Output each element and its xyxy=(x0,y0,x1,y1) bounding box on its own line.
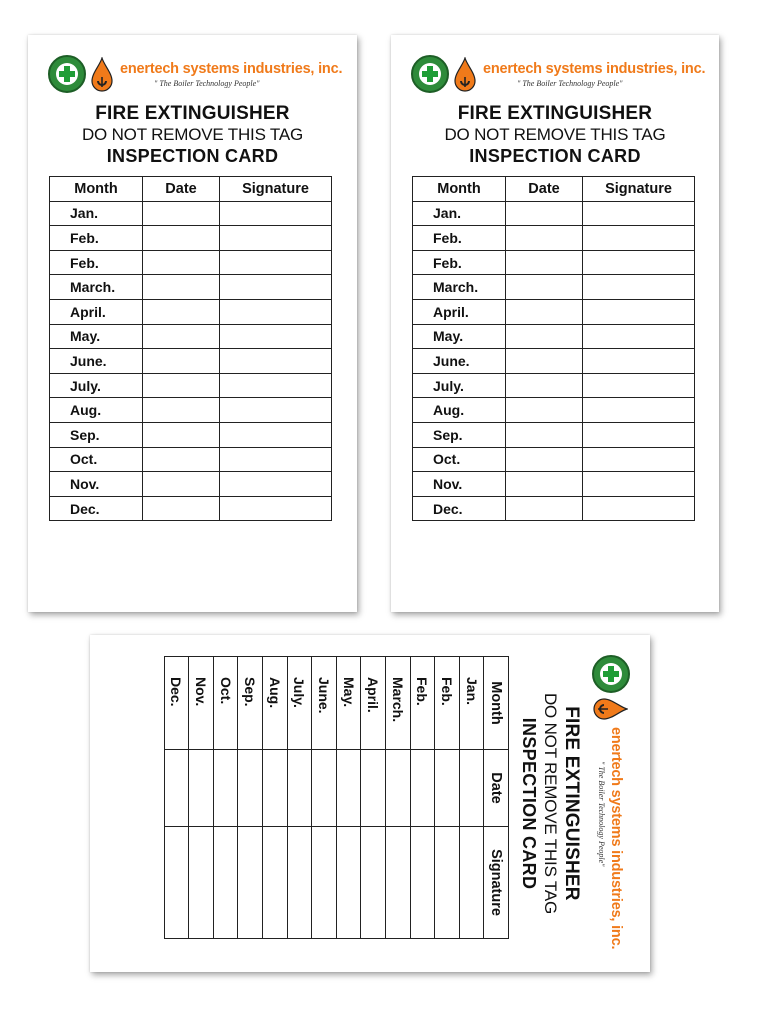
signature-cell[interactable] xyxy=(386,827,411,939)
month-cell: Feb. xyxy=(413,250,506,275)
month-cell: Feb. xyxy=(413,226,506,251)
table-row xyxy=(336,657,361,939)
signature-cell[interactable] xyxy=(336,827,361,939)
signature-cell[interactable] xyxy=(583,349,695,374)
month-cell: Sep. xyxy=(413,422,506,447)
table-row xyxy=(50,299,332,324)
table-header-row xyxy=(484,657,509,939)
date-cell[interactable] xyxy=(238,750,263,827)
date-cell[interactable] xyxy=(506,324,583,349)
card-title: FIRE EXTINGUISHER xyxy=(561,706,582,901)
month-cell: Feb. xyxy=(435,657,460,750)
table-row xyxy=(413,422,695,447)
table-row xyxy=(413,373,695,398)
column-header-signature: Signature xyxy=(484,827,509,939)
month-cell: Feb. xyxy=(410,657,435,750)
date-cell[interactable] xyxy=(143,324,220,349)
date-cell[interactable] xyxy=(143,275,220,300)
table-row xyxy=(361,657,386,939)
month-cell: Jan. xyxy=(459,657,484,750)
table-row xyxy=(50,447,332,472)
table-row xyxy=(189,657,214,939)
brand-header xyxy=(580,655,630,955)
signature-cell[interactable] xyxy=(220,496,332,521)
inspection-table xyxy=(49,176,332,521)
signature-cell[interactable] xyxy=(583,324,695,349)
month-cell: Sep. xyxy=(50,422,143,447)
date-cell[interactable] xyxy=(410,750,435,827)
month-cell: May. xyxy=(413,324,506,349)
signature-cell[interactable] xyxy=(583,201,695,226)
table-row xyxy=(435,657,460,939)
date-cell[interactable] xyxy=(143,472,220,497)
table-row xyxy=(213,657,238,939)
signature-cell[interactable] xyxy=(220,275,332,300)
date-cell[interactable] xyxy=(506,496,583,521)
date-cell[interactable] xyxy=(143,299,220,324)
safety-seal-icon xyxy=(48,55,86,93)
inspection-table xyxy=(412,176,695,521)
month-cell: Feb. xyxy=(50,250,143,275)
company-tagline: " The Boiler Technology People" xyxy=(154,79,260,88)
month-cell: May. xyxy=(336,657,361,750)
month-cell: Nov. xyxy=(189,657,214,750)
table-header-row xyxy=(413,177,695,202)
date-cell[interactable] xyxy=(143,201,220,226)
table-row xyxy=(50,373,332,398)
date-cell[interactable] xyxy=(263,750,288,827)
table-row xyxy=(413,447,695,472)
month-cell: July. xyxy=(287,657,312,750)
date-cell[interactable] xyxy=(506,250,583,275)
date-cell[interactable] xyxy=(312,750,337,827)
table-row xyxy=(459,657,484,939)
month-cell: Dec. xyxy=(50,496,143,521)
month-cell: May. xyxy=(50,324,143,349)
safety-seal-icon xyxy=(592,655,630,693)
table-row xyxy=(50,324,332,349)
signature-cell[interactable] xyxy=(220,373,332,398)
date-cell[interactable] xyxy=(143,226,220,251)
signature-cell[interactable] xyxy=(238,827,263,939)
flame-drop-icon xyxy=(90,57,114,93)
month-cell: March. xyxy=(50,275,143,300)
company-tagline: " The Boiler Technology People" xyxy=(517,79,623,88)
column-header-date: Date xyxy=(143,177,220,202)
date-cell[interactable] xyxy=(143,398,220,423)
table-row xyxy=(50,250,332,275)
date-cell[interactable] xyxy=(143,373,220,398)
date-cell[interactable] xyxy=(143,447,220,472)
date-cell[interactable] xyxy=(506,275,583,300)
month-cell: June. xyxy=(413,349,506,374)
date-cell[interactable] xyxy=(506,349,583,374)
table-row xyxy=(50,275,332,300)
date-cell[interactable] xyxy=(506,226,583,251)
signature-cell[interactable] xyxy=(583,226,695,251)
table-row xyxy=(50,472,332,497)
date-cell[interactable] xyxy=(506,201,583,226)
month-cell: Oct. xyxy=(413,447,506,472)
table-row xyxy=(413,299,695,324)
month-cell: Nov. xyxy=(50,472,143,497)
table-row xyxy=(50,398,332,423)
flame-drop-icon xyxy=(592,697,628,721)
month-cell: Aug. xyxy=(413,398,506,423)
signature-cell[interactable] xyxy=(220,447,332,472)
signature-cell[interactable] xyxy=(435,827,460,939)
date-cell[interactable] xyxy=(143,349,220,374)
signature-cell[interactable] xyxy=(213,827,238,939)
table-row xyxy=(50,201,332,226)
month-cell: Jan. xyxy=(50,201,143,226)
column-header-month: Month xyxy=(484,657,509,750)
month-cell: June. xyxy=(50,349,143,374)
month-cell: Nov. xyxy=(413,472,506,497)
date-cell[interactable] xyxy=(506,472,583,497)
signature-cell[interactable] xyxy=(583,472,695,497)
date-cell[interactable] xyxy=(506,373,583,398)
month-cell: April. xyxy=(50,299,143,324)
month-cell: Aug. xyxy=(263,657,288,750)
card-subtitle: DO NOT REMOVE THIS TAG xyxy=(444,125,666,144)
date-cell[interactable] xyxy=(143,250,220,275)
date-cell[interactable] xyxy=(506,299,583,324)
table-header-row xyxy=(50,177,332,202)
company-name: enertech systems industries, inc. xyxy=(483,61,706,77)
signature-cell[interactable] xyxy=(220,324,332,349)
signature-cell[interactable] xyxy=(583,250,695,275)
signature-cell[interactable] xyxy=(459,827,484,939)
column-header-month: Month xyxy=(50,177,143,202)
table-row xyxy=(410,657,435,939)
column-header-signature: Signature xyxy=(583,177,695,202)
table-row xyxy=(413,324,695,349)
safety-seal-icon xyxy=(411,55,449,93)
date-cell[interactable] xyxy=(189,750,214,827)
card-title: FIRE EXTINGUISHER xyxy=(457,103,653,124)
signature-cell[interactable] xyxy=(263,827,288,939)
signature-cell[interactable] xyxy=(220,226,332,251)
month-cell: June. xyxy=(312,657,337,750)
date-cell[interactable] xyxy=(361,750,386,827)
company-tagline: " The Boiler Technology People" xyxy=(597,761,606,867)
signature-cell[interactable] xyxy=(164,827,189,939)
date-cell[interactable] xyxy=(386,750,411,827)
signature-cell[interactable] xyxy=(220,398,332,423)
table-row xyxy=(413,201,695,226)
date-cell[interactable] xyxy=(336,750,361,827)
month-cell: Dec. xyxy=(413,496,506,521)
signature-cell[interactable] xyxy=(410,827,435,939)
signature-cell[interactable] xyxy=(189,827,214,939)
date-cell[interactable] xyxy=(506,398,583,423)
card-title: FIRE EXTINGUISHER xyxy=(95,103,290,124)
date-cell[interactable] xyxy=(459,750,484,827)
flame-drop-icon xyxy=(453,57,477,93)
brand-header xyxy=(48,55,348,105)
month-cell: July. xyxy=(413,373,506,398)
month-cell: March. xyxy=(386,657,411,750)
month-cell: April. xyxy=(413,299,506,324)
date-cell[interactable] xyxy=(506,422,583,447)
table-row xyxy=(50,422,332,447)
signature-cell[interactable] xyxy=(220,349,332,374)
table-row xyxy=(386,657,411,939)
table-row xyxy=(413,250,695,275)
company-name: enertech systems industries, inc. xyxy=(608,727,624,950)
date-cell[interactable] xyxy=(143,422,220,447)
signature-cell[interactable] xyxy=(220,472,332,497)
table-row xyxy=(238,657,263,939)
signature-cell[interactable] xyxy=(361,827,386,939)
date-cell[interactable] xyxy=(164,750,189,827)
table-row xyxy=(50,226,332,251)
rotated-card-content xyxy=(90,635,650,972)
month-cell: Aug. xyxy=(50,398,143,423)
table-row xyxy=(413,472,695,497)
signature-cell[interactable] xyxy=(220,250,332,275)
inspection-card-front-right xyxy=(391,35,719,612)
table-row xyxy=(287,657,312,939)
signature-cell[interactable] xyxy=(583,373,695,398)
month-cell: Feb. xyxy=(50,226,143,251)
signature-cell[interactable] xyxy=(583,299,695,324)
signature-cell[interactable] xyxy=(220,422,332,447)
inspection-card-front-left xyxy=(28,35,357,612)
date-cell[interactable] xyxy=(143,496,220,521)
column-header-signature: Signature xyxy=(220,177,332,202)
table-row xyxy=(50,349,332,374)
table-row xyxy=(413,496,695,521)
column-header-date: Date xyxy=(506,177,583,202)
date-cell[interactable] xyxy=(213,750,238,827)
table-row xyxy=(413,398,695,423)
signature-cell[interactable] xyxy=(583,398,695,423)
signature-cell[interactable] xyxy=(583,422,695,447)
card-subtitle: DO NOT REMOVE THIS TAG xyxy=(541,692,560,915)
brand-header xyxy=(411,55,711,105)
month-cell: March. xyxy=(413,275,506,300)
card-heading: INSPECTION CARD xyxy=(106,146,279,166)
card-heading: INSPECTION CARD xyxy=(469,146,641,166)
inspection-card-rotated xyxy=(90,635,650,972)
month-cell: Oct. xyxy=(213,657,238,750)
month-cell: Dec. xyxy=(164,657,189,750)
table-row xyxy=(263,657,288,939)
signature-cell[interactable] xyxy=(312,827,337,939)
table-row xyxy=(413,349,695,374)
month-cell: April. xyxy=(361,657,386,750)
month-cell: Sep. xyxy=(238,657,263,750)
date-cell[interactable] xyxy=(287,750,312,827)
signature-cell[interactable] xyxy=(220,299,332,324)
date-cell[interactable] xyxy=(435,750,460,827)
signature-cell[interactable] xyxy=(583,447,695,472)
table-row xyxy=(413,226,695,251)
card-subtitle: DO NOT REMOVE THIS TAG xyxy=(81,125,304,144)
signature-cell[interactable] xyxy=(220,201,332,226)
signature-cell[interactable] xyxy=(287,827,312,939)
column-header-date: Date xyxy=(484,750,509,827)
month-cell: July. xyxy=(50,373,143,398)
column-header-month: Month xyxy=(413,177,506,202)
signature-cell[interactable] xyxy=(583,496,695,521)
table-row xyxy=(312,657,337,939)
table-row xyxy=(50,496,332,521)
inspection-table xyxy=(164,656,509,939)
company-name: enertech systems industries, inc. xyxy=(120,61,343,77)
date-cell[interactable] xyxy=(506,447,583,472)
signature-cell[interactable] xyxy=(583,275,695,300)
month-cell: Jan. xyxy=(413,201,506,226)
table-row xyxy=(413,275,695,300)
card-heading: INSPECTION CARD xyxy=(519,717,539,890)
month-cell: Oct. xyxy=(50,447,143,472)
table-row xyxy=(164,657,189,939)
